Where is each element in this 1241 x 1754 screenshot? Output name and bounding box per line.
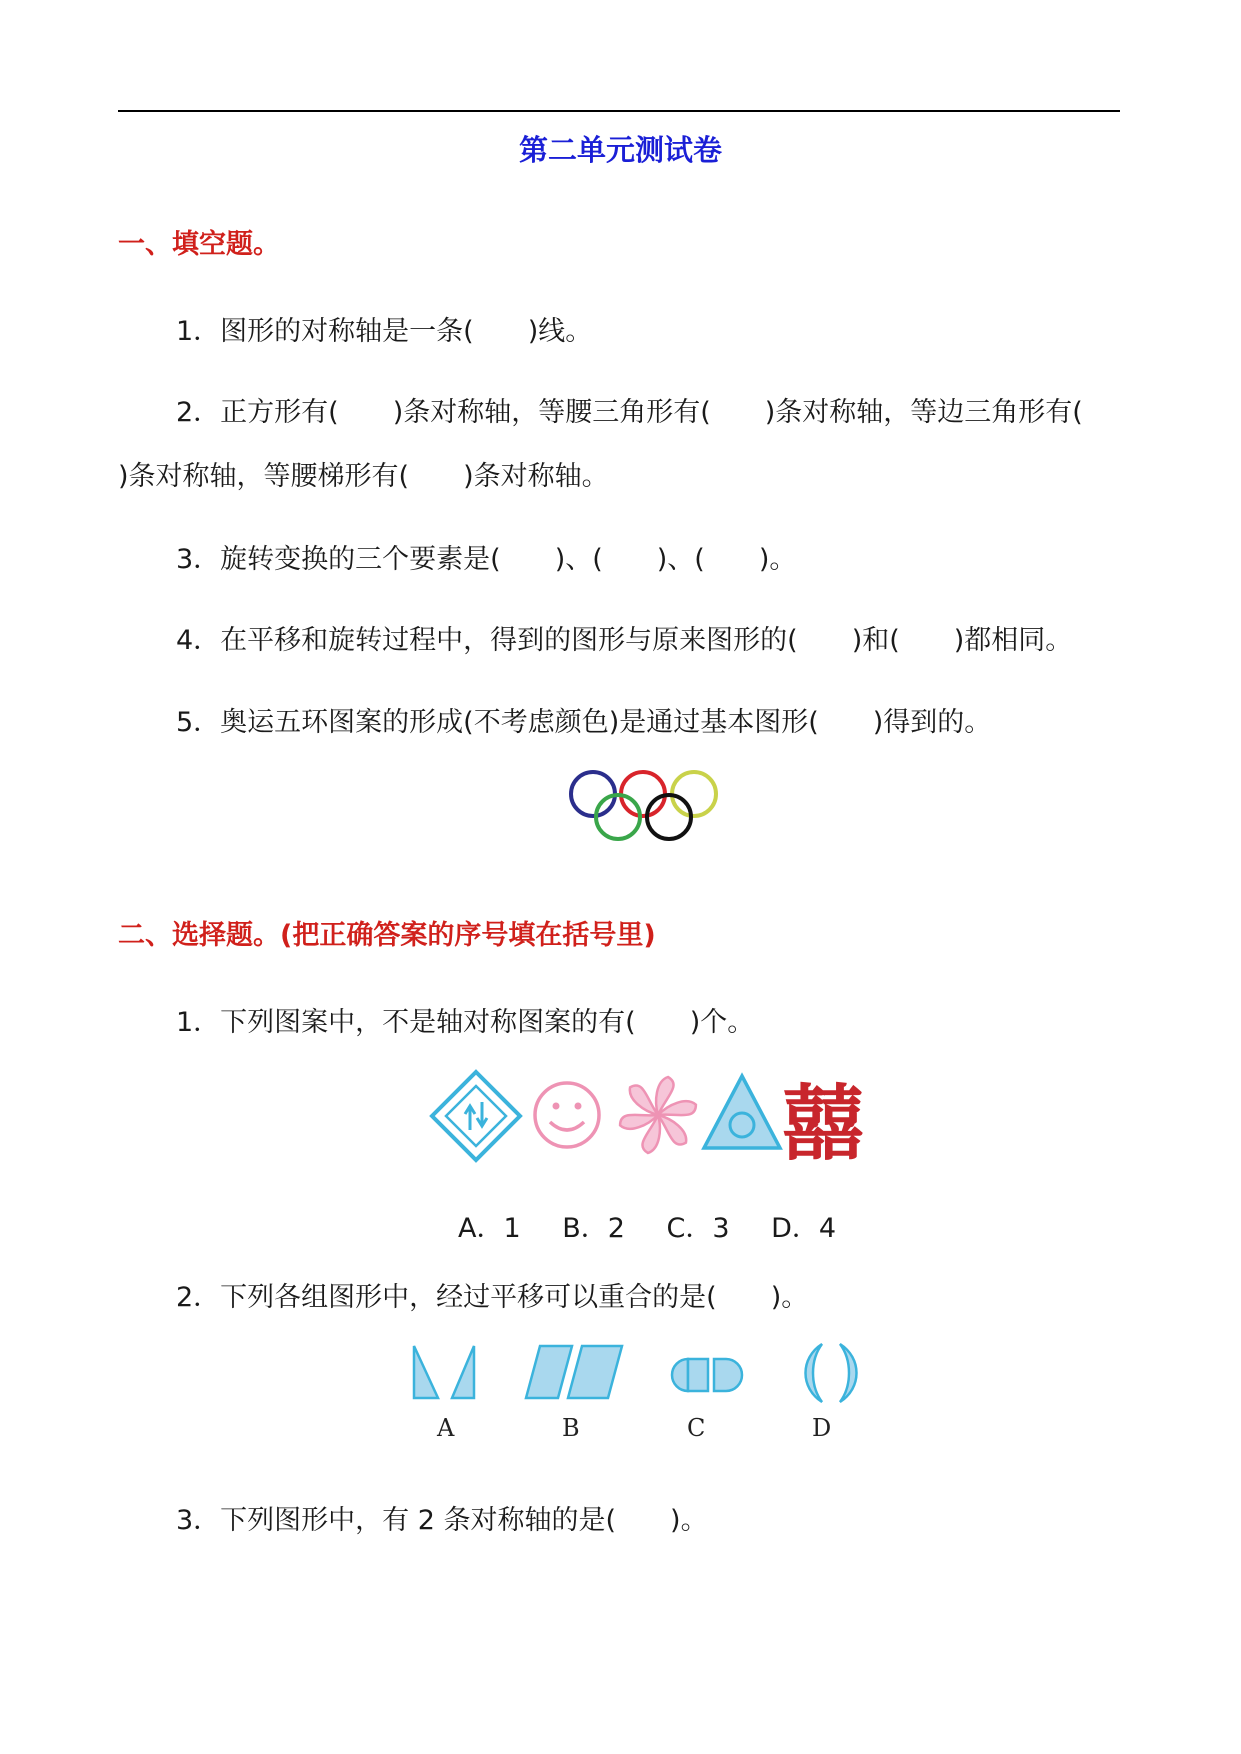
page-title: 第二单元测试卷 — [518, 133, 722, 167]
ring-yellow — [672, 772, 716, 816]
q2-label-d: D — [812, 1414, 832, 1442]
question-2-3: 3．下列图形中，有 2 条对称轴的是( )。 — [176, 1505, 708, 1536]
question-2-1: 1．下列图案中，不是轴对称图案的有( )个。 — [176, 1007, 755, 1038]
question-1-4: 4．在平移和旋转过程中，得到的图形与原来图形的( )和( )都相同。 — [176, 625, 1073, 656]
pinwheel-icon — [617, 1077, 698, 1153]
question-1-2-continued: )条对称轴，等腰梯形有( )条对称轴。 — [118, 461, 609, 492]
q2-label-a: A — [437, 1414, 455, 1442]
section-heading-multiple-choice: 二、选择题。(把正确答案的序号填在括号里) — [118, 920, 656, 951]
top-rule — [118, 110, 1120, 112]
ring-black — [647, 795, 691, 839]
q1-choices: A．1 B．2 C．3 D．4 — [458, 1213, 837, 1244]
question-1-2: 2．正方形有( )条对称轴，等腰三角形有( )条对称轴，等边三角形有( — [176, 397, 1083, 428]
q1-figures-row — [428, 1068, 868, 1168]
smiley-face-icon — [535, 1083, 599, 1147]
diamond-arrows-icon — [432, 1072, 520, 1160]
q2-label-c: C — [687, 1414, 706, 1442]
ring-red — [621, 772, 665, 816]
question-1-5: 5．奥运五环图案的形成(不考虑颜色)是通过基本图形( )得到的。 — [176, 707, 992, 738]
question-1-1: 1．图形的对称轴是一条( )线。 — [176, 316, 593, 347]
q2-figures-row — [400, 1340, 920, 1450]
q2-option-c-shape — [672, 1359, 742, 1391]
question-2-2: 2．下列各组图形中，经过平移可以重合的是( )。 — [176, 1282, 809, 1313]
olympic-rings-figure — [560, 760, 730, 850]
section-heading-fill-blank: 一、填空题。 — [118, 229, 280, 260]
q2-label-b: B — [562, 1414, 580, 1442]
ring-green — [596, 795, 640, 839]
ring-blue — [571, 772, 615, 816]
q2-option-a-shape — [414, 1346, 474, 1398]
question-1-3: 3．旋转变换的三个要素是( )、( )、( )。 — [176, 544, 797, 575]
q2-option-b-shape — [526, 1346, 622, 1398]
triangle-circle-icon — [704, 1076, 780, 1148]
double-happiness-icon: 囍 — [782, 1077, 865, 1168]
q2-option-d-shape — [806, 1344, 857, 1402]
